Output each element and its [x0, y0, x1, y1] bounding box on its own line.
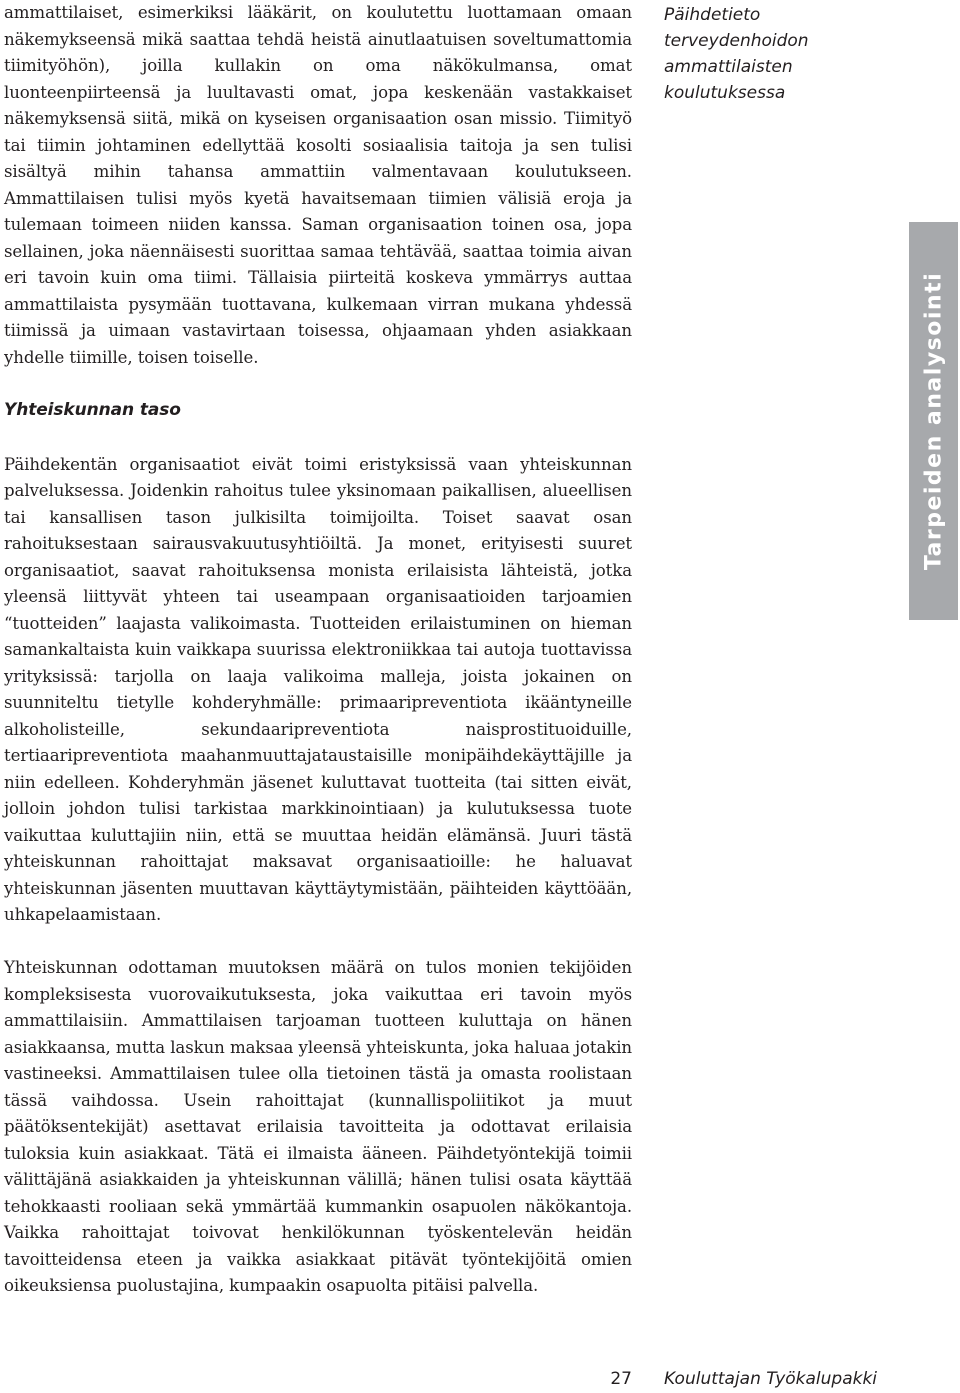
margin-note-line: Päihdetieto	[664, 5, 761, 25]
margin-note-line: terveydenhoidon	[664, 31, 809, 51]
footer-book-title: Kouluttajan Työkalupakki	[664, 1369, 878, 1389]
page-number: 27	[610, 1369, 632, 1389]
margin-note-line: ammattilaisten	[664, 57, 793, 77]
body-paragraph-2: Päihdekentän organisaatiot eivät toimi eristyksissä vaan yhteiskunnan palveluksessa. Joidenkin rahoitus tulee yksinomaan paikallisen, alueellisen tai kansallisen tason julkisilta toimijoilta. Toiset saavat osan rahoituksestaan sairausvakuutusyhtiöiltä. Ja monet, erityisesti suuret organisaatiot, saavat rahoituksensa monista erilaisista lähteistä, jotka yleensä liittyvät yhteen tai useampaan organisaatioiden tarjoamien “tuotteiden” laajasta valikoimasta. Tuotteiden erilaistuminen on hieman samankaltaista kuin vaikkapa suurissa elektroniikkaa tai autoja tuottavissa yrityksissä: tarjolla on laaja valikoima malleja, joista jokainen on suunniteltu tietylle kohderyhmälle: primaaripreventiota ikääntyneille alkoholisteille, sekundaaripreventiota naisprostituoiduille, tertiaaripreventiota maahanmuuttajataustaisille monipäihdekäyttäjille ja niin edelleen. Kohderyhmän jäsenet kuluttavat tuotteita (tai sitten eivät, jolloin johdon tulisi tarkistaa markkinointiaan) ja kulutuksessa tuote vaikuttaa kuluttajiin niin, että se muuttaa heidän elämänsä. Juuri tästä yhteiskunnan rahoittajat maksavat organisaatioille: he haluavat yhteiskunnan jäsenten muuttavan käyttäytymistään, päihteiden käyttöään, uhkapelaamistaan.	[4, 454, 632, 924]
main-text-column	[4, 0, 632, 1300]
margin-note	[664, 2, 864, 106]
chapter-tab-label: Tarpeiden analysointi	[921, 271, 946, 571]
section-heading: Yhteiskunnan taso	[4, 400, 181, 420]
margin-note-line: koulutuksessa	[664, 83, 786, 103]
chapter-tab	[909, 222, 958, 620]
body-paragraph-3: Yhteiskunnan odottaman muutoksen määrä on tulos monien tekijöiden kompleksisesta vuorovaikutuksesta, joka vaikuttaa eri tavoin myös ammattilaisiin. Ammattilaisen tarjoaman tuotteen kuluttaja on hänen asiakkaansa, mutta laskun maksaa yleensä yhteiskunta, joka haluaa jotakin vastineeksi. Ammattilaisen tulee olla tietoinen tästä ja omasta roolistaan tässä vaihdossa. Usein rahoittajat (kunnallispoliitikot ja muut päätöksentekijät) asettavat erilaisia tavoitteita ja odottavat erilaisia tuloksia kuin asiakkaat. Tätä ei ilmaista ääneen. Päihdetyöntekijä toimii välittäjänä asiakkaiden ja yhteiskunnan välillä; hänen tulisi osata käyttää tehokkaasti rooliaan sekä ymmärtää kummankin osapuolen näkökantoja. Vaikka rahoittajat toivovat henkilökunnan työskentelevän heidän tavoitteidensa eteen ja vaikka asiakkaat pitävät työntekijöitä omien oikeuksiensa puolustajina, kumpaakin osapuolta pitäisi palvella.	[4, 958, 632, 1295]
body-paragraph-1: ammattilaiset, esimerkiksi lääkärit, on koulutettu luottamaan omaan näkemykseensä mikä saattaa tehdä heistä ainutlaatuisen soveltumattomia tiimityöhön), joilla kullakin on oma näkökulmansa, omat luonteenpiirteensä ja luultavasti omat, jopa keskenään vastakkaiset näkemyksensä siitä, mikä on kyseisen organisaation osan missio. Tiimityö tai tiimin johtaminen edellyttää kosolti sosiaalisia taitoja ja sen tulisi sisältyä mihin tahansa ammattiin valmentavaan koulutukseen. Ammattilaisen tulisi myös kyetä havaitsemaan tiimien välisiä eroja ja tulemaan toimeen niiden kanssa. Saman organisaation toinen osa, jopa sellainen, joka näennäisesti suorittaa samaa tehtävää, saattaa toimia aivan eri tavoin kuin oma tiimi. Tällaisia piirteitä koskeva ymmärrys auttaa ammattilaista pysymään tuottavana, kulkemaan virran mukana yhdessä tiimissä ja uimaan vastavirtaan toisessa, ohjaamaan yhden asiakkaan yhdelle tiimille, toisen toiselle.	[4, 3, 632, 367]
